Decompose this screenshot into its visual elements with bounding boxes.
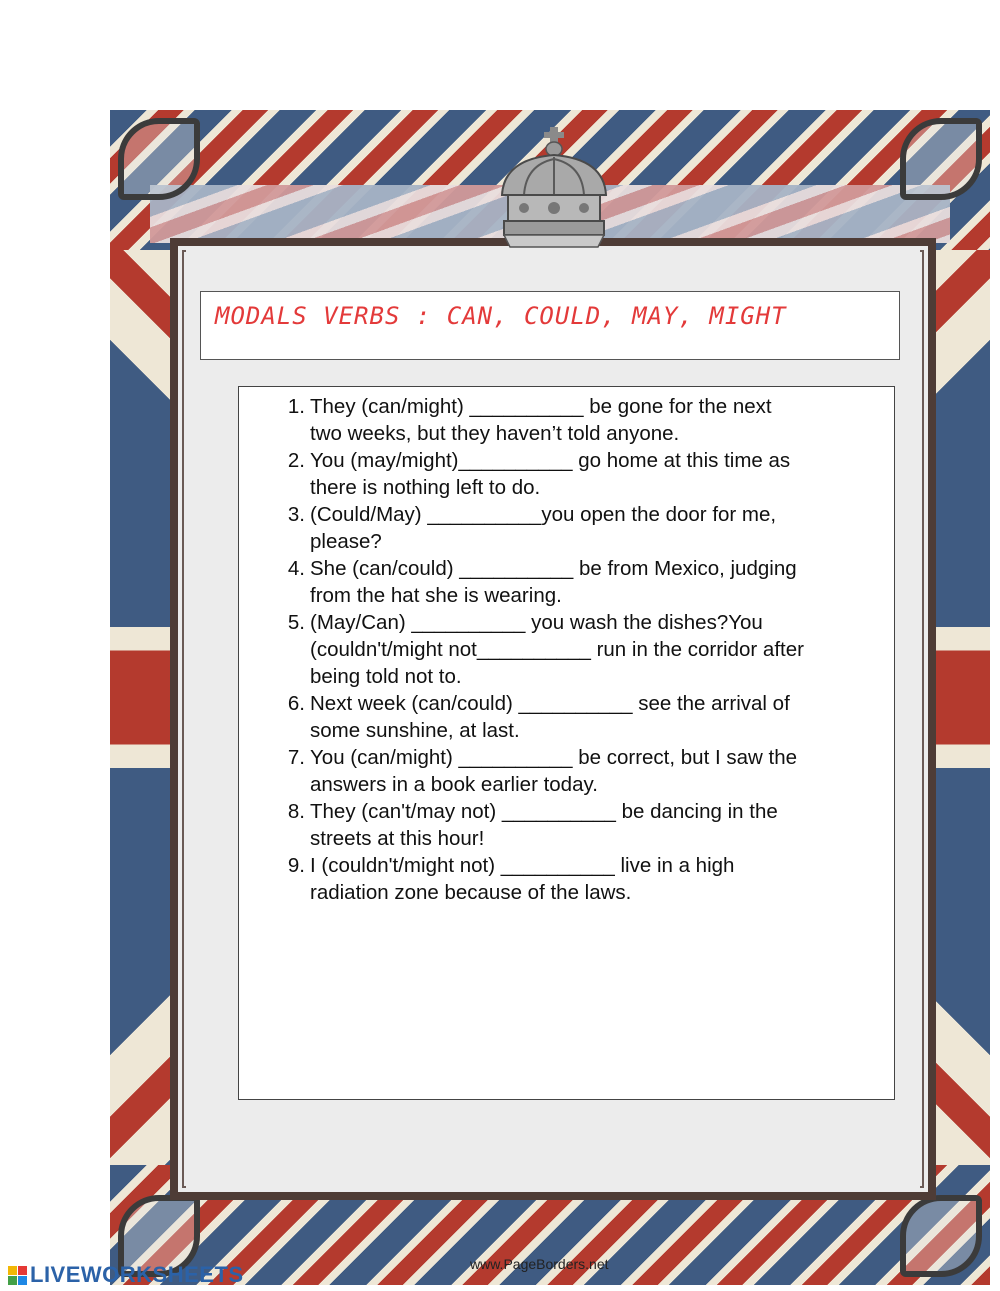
question-number: 8.: [287, 800, 305, 823]
question-line: there is nothing left to do.: [310, 476, 541, 499]
question-number: 2.: [287, 449, 305, 472]
question-line: They (can/might) __________ be gone for the next: [310, 395, 772, 418]
question-item: [279, 501, 879, 555]
question-number: 3.: [287, 503, 305, 526]
question-line: (May/Can) __________ you wash the dishes?You: [310, 611, 763, 634]
question-item: [279, 393, 879, 447]
title-box: [200, 291, 900, 360]
question-line: You (may/might)__________ go home at this time as: [310, 449, 791, 472]
ornament-corner-icon: [118, 118, 200, 200]
liveworksheets-logo[interactable]: [8, 1262, 244, 1288]
logo-mark-icon: [8, 1266, 27, 1285]
question-number: 4.: [287, 557, 305, 580]
footer-credit: www.PageBorders.net: [470, 1256, 609, 1272]
question-item: [279, 555, 879, 609]
question-line: from the hat she is wearing.: [310, 584, 562, 607]
question-number: 7.: [287, 746, 305, 769]
question-line: streets at this hour!: [310, 827, 485, 850]
ornament-corner-icon: [900, 118, 982, 200]
question-item: [279, 609, 879, 690]
question-line: (couldn't/might not__________ run in the corridor after: [310, 638, 804, 661]
logo-text: LIVEWORKSHEETS: [30, 1262, 244, 1287]
question-number: 1.: [287, 395, 305, 418]
question-item: [279, 852, 879, 906]
crown-icon: [494, 125, 614, 250]
question-item: [279, 798, 879, 852]
question-line: Next week (can/could) __________ see the arrival of: [310, 692, 790, 715]
ornament-corner-icon: [900, 1195, 982, 1277]
question-line: (Could/May) __________you open the door for me,: [310, 503, 777, 526]
question-line: please?: [310, 530, 382, 553]
questions-list: [279, 393, 879, 906]
question-item: [279, 744, 879, 798]
question-line: two weeks, but they haven’t told anyone.: [310, 422, 680, 445]
question-line: I (couldn't/might not) __________ live in a high: [310, 854, 735, 877]
question-number: 5.: [287, 611, 305, 634]
page-title: MODALS VERBS : CAN, COULD, MAY, MIGHT: [215, 302, 787, 330]
questions-box: [238, 386, 895, 1100]
question-item: [279, 447, 879, 501]
question-number: 6.: [287, 692, 305, 715]
question-number: 9.: [287, 854, 305, 877]
question-line: some sunshine, at last.: [310, 719, 520, 742]
question-line: You (can/might) __________ be correct, but I saw the: [310, 746, 797, 769]
question-line: answers in a book earlier today.: [310, 773, 598, 796]
question-line: being told not to.: [310, 665, 462, 688]
question-line: She (can/could) __________ be from Mexico, judging: [310, 557, 797, 580]
question-item: [279, 690, 879, 744]
question-line: They (can't/may not) __________ be dancing in the: [310, 800, 778, 823]
question-line: radiation zone because of the laws.: [310, 881, 632, 904]
